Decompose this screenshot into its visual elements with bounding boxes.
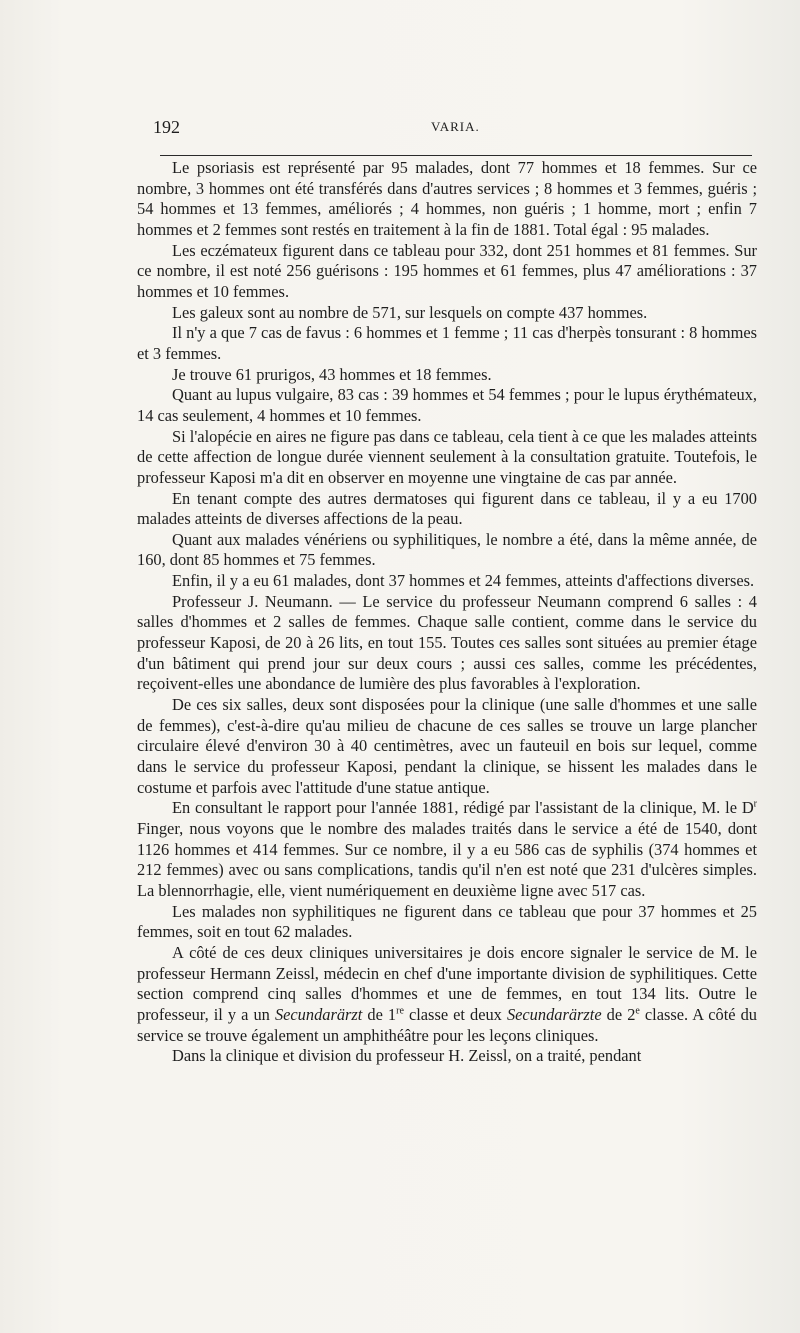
paragraph-alopecie: Si l'alopécie en aires ne figure pas dans ce tableau, cela tient à ce que les malades atteints de cette affection de longue durée viennent seulement à la consultation gratuite. Toutefois, le professeur Kaposi m'a dit en observer en moyenne une vingtaine de cas par année. [137,426,757,487]
body-text [137,158,757,1067]
paragraph-favus: Il n'y a que 7 cas de favus : 6 hommes et 1 femme ; 11 cas d'herpès tonsurant : 8 hommes et 3 femmes. [137,323,757,363]
paragraph-rapport-1881: En consultant le rapport pour l'année 1881, rédigé par l'assistant de la clinique, M. le $D^r$ Finger, nous voyons que le nombre des malades traités dans le service a été de 1540, dont 1126 hommes et 414 femmes. Sur ce nombre, il y a eu 586 cas de syphilis (374 hommes et 212 femmes) avec ou sans complications, tandis qu'il n'en est noté que 231 d'ulcères simples. La blennorrhagie, elle, vient numériquement en deuxième ligne avec 517 cas. [137,798,757,900]
paragraph-lupus: Quant au lupus vulgaire, 83 cas : 39 hommes et 54 femmes ; pour le lupus érythémateux, 14 cas seulement, 4 hommes et 10 femmes. [137,385,757,425]
paragraph-dermatoses: En tenant compte des autres dermatoses qui figurent dans ce tableau, il y a eu 1700 malades atteints de diverses affections de la peau. [137,488,757,529]
paragraph-salles-clinique: De ces six salles, deux sont disposées pour la clinique (une salle d'hommes et une salle de femmes), c'est-à-dire qu'au milieu de chacune de ces salles se trouve un large plancher circulaire élevé d'environ 30 à 40 centimètres, avec un fauteuil en bois sur lequel, comme dans le service du professeur Kaposi, pendant la clinique, se hissent les malades dans le costume et parfois avec l'attitude d'une statue antique. [137,695,757,797]
paragraph-gale: Les galeux sont au nombre de 571, sur lesquels on compte 437 hommes. [172,302,648,322]
paragraph-prurigo: Je trouve 61 prurigos, 43 hommes et 18 femmes. [172,364,492,384]
paragraph-non-syphilitiques: Les malades non syphilitiques ne figurent dans ce tableau que pour 37 hommes et 25 femmes, soit en tout 62 malades. [137,901,757,942]
paragraph-eczema: Les eczémateux figurent dans ce tableau pour 332, dont 251 hommes et 81 femmes. Sur ce nombre, il est noté 256 guérisons : 195 hommes et 61 femmes, plus 47 améliorations : 37 hommes et 10 femmes. [137,240,757,301]
page-number: 192 [153,117,180,137]
paragraph-psoriasis: Le psoriasis est représenté par 95 malades, dont 77 hommes et 18 femmes. Sur ce nombre, 3 hommes ont été transférés dans d'autres services ; 8 hommes et 3 femmes, guéris ; 54 hommes et 13 femmes, améliorés ; 4 hommes, non guéris ; 1 homme, mort ; enfin 7 hommes et 2 femmes sont restés en traitement à la fin de 1881. Total égal : 95 malades. [137,158,757,239]
header-rule [160,155,752,156]
paragraph-zeissl-clinique: Dans la clinique et division du professeur H. Zeissl, on a traité, pendant [172,1046,642,1066]
paragraph-affections-diverses: Enfin, il y a eu 61 malades, dont 37 hommes et 24 femmes, atteints d'affections diverses. [172,571,755,591]
section-title: VARIA. [431,119,480,134]
running-head [153,117,753,141]
paragraph-neumann-service: Professeur J. Neumann. — Le service du professeur Neumann comprend 6 salles : 4 salles d'hommes et 2 salles de femmes. Chaque salle contient, comme dans le service du professeur Kaposi, de 20 à 26 lits, en tout 155. Toutes ces salles sont situées au premier étage d'un bâtiment qui prend jour sur deux cours ; aussi ces salles, comme les précédentes, reçoivent-elles une abondance de lumière des plus favorables à l'exploration. [137,591,757,694]
paragraph-veneriens: Quant aux malades vénériens ou syphilitiques, le nombre a été, dans la même année, de 160, dont 85 hommes et 75 femmes. [137,529,757,570]
paragraph-zeissl-service: A côté de ces deux cliniques universitaires je dois encore signaler le service de M. le professeur Hermann Zeissl, médecin en chef d'une importante division de syphilitiques. Cette section comprend cinq salles d'hommes et une de femmes, en tout 134 lits. Outre le professeur, il y a un Secundarärzt de 1re classe et deux Secundarärzte de 2e classe. A côté du service se trouve également un amphithéâtre pour les leçons cliniques. [137,942,757,1045]
